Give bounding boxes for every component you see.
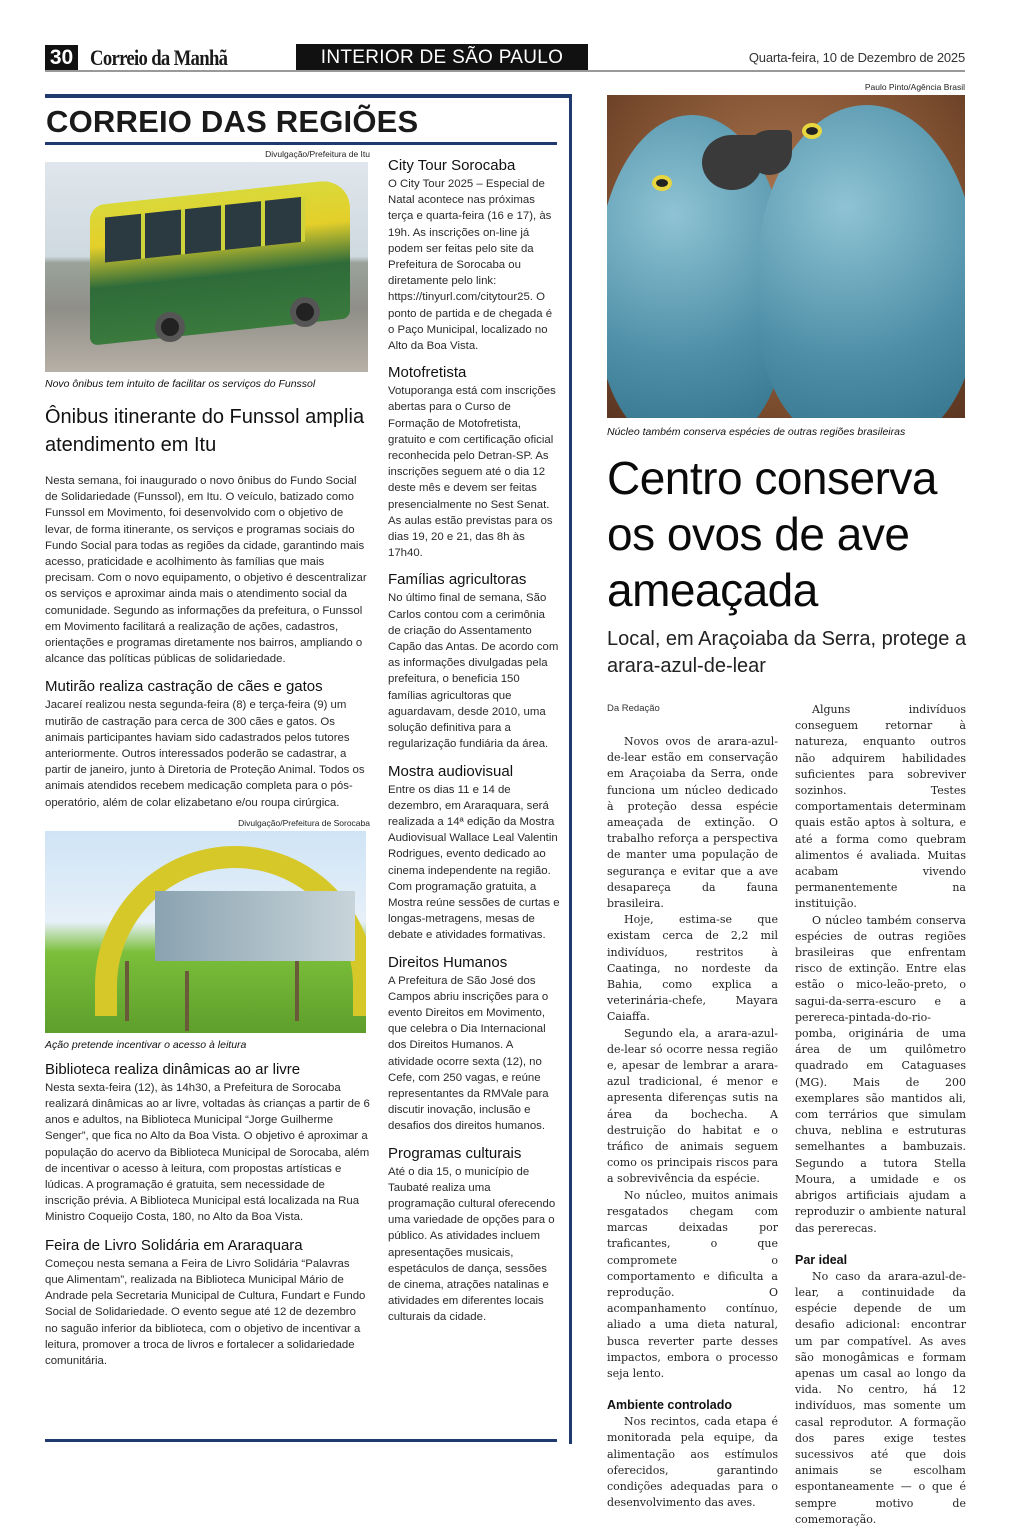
- paragraph: Alguns indivíduos conseguem retornar à natureza, enquanto outros não adquirem habilidades suficientes para sobreviver sozinhos. Testes comportamentais determinam quais estão aptos à soltura, e até a forma como quebram alimentos é avaliada. Muitas acabam vivendo permanentemente na instituição.: [795, 703, 966, 911]
- parrots-photo: [607, 95, 965, 418]
- photo-caption: Ação pretende incentivar o acesso à leitura: [45, 1038, 247, 1051]
- brief-body: A Prefeitura de São José dos Campos abriu inscrições para o evento Direitos em Movimento, que celebra o Dia Internacional dos Direitos Humanos. A atividade ocorre sexta (12), no Cefe, com 250 vagas, e reúne representantes da RMVale para discutir inovação, inclusão e desafios dos direitos humanos.: [388, 974, 549, 1133]
- bus-photo: [45, 162, 368, 372]
- photo-caption: Núcleo também conserva espécies de outras regiões brasileiras: [607, 426, 906, 438]
- photo-credit: Divulgação/Prefeitura de Sorocaba: [238, 817, 370, 828]
- newspaper-logo: Correio da Manhã: [90, 45, 228, 70]
- article-biblioteca: [45, 1060, 370, 1226]
- brief-body: No último final de semana, São Carlos contou com a cerimônia de criação do Assentamento Capão das Antas. De acordo com as informações divulgadas pela prefeitura, o beneficia 150 famílias agricultoras que aguardavam, desde 2010, uma solução definitiva para a regularização fundiária da área.: [388, 592, 559, 751]
- page-number: 30: [45, 45, 78, 71]
- feature-article: [607, 450, 967, 1528]
- issue-date: Quarta-feira, 10 de Dezembro de 2025: [748, 50, 965, 65]
- brief-body: Votuporanga está com inscrições abertas para o Curso de Formação de Motofretista, gratuito e com certificação oficial reconhecida pelo Detran-SP. As inscrições seguem até o dia 12 deste mês e devem ser feitas presencialmente no Sest Senat. As aulas estão previstas para os dias 19, 20 e 21, das 8h às 17h40.: [388, 385, 556, 560]
- article-body: Jacareí realizou nesta segunda-feira (8) e terça-feira (9) um mutirão de castração para cerca de 300 cães e gatos. Os animais participantes haviam sido cadastrados pelos tutores anteriormente. Outros interessados poderão se cadastrar, a partir de janeiro, junto à Diretoria de Proteção Animal. Todos os animais atendidos recebem medicação completa para o pós-operatório, além de colar elizabetano e/ou roupa cirúrgica.: [45, 699, 365, 809]
- brief-title: Mostra audiovisual: [388, 762, 514, 780]
- paragraph: Novos ovos de arara-azul-de-lear estão em conservação em Araçoiaba da Serra, onde funciona um núcleo dedicado à proteção dessa espécie ameaçada de extinção. O trabalho reforça a perspectiva de manter uma população de segurança e evitar que a ave desapareça da fauna brasileira.: [607, 735, 778, 911]
- brief: [388, 570, 560, 752]
- paragraph: No núcleo, muitos animais resgatados chegam com marcas deixadas por traficantes, o que compromete o comportamento e dificulta a reprodução. O acompanhamento contínuo, aliado a uma dieta natural, busca reverter parte desses impactos, embora o processo seja lento.: [607, 1188, 778, 1380]
- left-column: [45, 148, 370, 1369]
- article-body: Nesta semana, foi inaugurado o novo ônibus do Fundo Social de Solidariedade (Funssol), em Itu. O veículo, batizado como Funssol em Movimento, foi desenvolvido com o objetivo de levar, de forma itinerante, os serviços e programas sociais do Fundo Social para todas as regiões da cidade, garantindo mais acesso, praticidade e acolhimento às famílias que mais precisam. Com o novo equipamento, o objetivo é descentralizar os serviços e aproximar ainda mais o atendimento social da comunidade. Segundo as informações da prefeitura, o Funssol em Movimento facilitará a realização de ações, cadastros, orientações e programas diretamente nos bairros, ampliando o alcance das políticas públicas de solidariedade.: [45, 475, 367, 666]
- brief: [388, 156, 560, 354]
- box-border-right: [569, 94, 572, 1444]
- box-border-top: [45, 94, 572, 98]
- article-body: Nesta sexta-feira (12), às 14h30, a Prefeitura de Sorocaba realizará dinâmicas ao ar livre, voltadas às crianças a partir de 6 anos e adultos, na Biblioteca Municipal “Jorge Guilherme Senger”, que fica no Alto da Boa Vista. O objetivo é aproximar a população do acervo da Biblioteca Municipal de Sorocaba, além de incentivar o acesso à leitura, com propostas artísticas e lúdicas. A programação é gratuita, sem necessidade de inscrição prévia. A Biblioteca Municipal está localizada na Rua Ministro Coqueijo Costa, 180, no Alto da Boa Vista.: [45, 1081, 370, 1224]
- brief: [388, 363, 560, 561]
- paragraph: No caso da arara-azul-de-lear, a continuidade da espécie depende de um desafio adicional: encontrar um par compatível. As aves são monogâmicas e formam apenas um casal ao longo da vida. No centro, há 12 indivíduos, mas somente um casal reprodutor. A formação dos pares exige testes sucessivos até que dois animais se escolham espontaneamente — o que é sempre motivo de comemoração.: [795, 1269, 966, 1526]
- feature-columns: [607, 702, 967, 1528]
- article-title: Ônibus itinerante do Funssol amplia atendimento em Itu: [45, 406, 365, 456]
- paragraph: Segundo ela, a arara-azul-de-lear só ocorre nessa região e, apesar de lembrar a arara-azul tradicional, é menor e apresenta diferenças sutis na área da bochecha. A destruição do habitat e o tráfico de animais seguem como os principais riscos para a sobrevivência da espécie.: [607, 1026, 778, 1186]
- article-body: Começou nesta semana a Feira de Livro Solidária “Palavras que Alimentam”, realizada na Biblioteca Municipal Mário de Andrade pela Secretaria Municipal de Cultura, Fundart e Fundo Social de Solidariedade. O evento segue até 12 de dezembro no saguão inferior da biblioteca, com o objetivo de incentivar a leitura, promover a troca de livros e fortalecer a solidariedade comunitária.: [45, 1257, 366, 1367]
- feature-subheadline: Local, em Araçoiaba da Serra, protege a arara-azul-de-lear: [607, 628, 967, 677]
- article-title: Feira de Livro Solidária em Araraquara: [45, 1236, 303, 1254]
- title-underline: [45, 142, 557, 145]
- column-title: CORREIO DAS REGIÕES: [46, 104, 419, 139]
- header-divider: [45, 70, 965, 72]
- article-title: Biblioteca realiza dinâmicas ao ar livre: [45, 1060, 301, 1078]
- photo-caption: Novo ônibus tem intuito de facilitar os serviços do Funssol: [45, 378, 316, 390]
- photo-credit: Divulgação/Prefeitura de Itu: [265, 149, 370, 159]
- brief: [388, 1144, 560, 1326]
- brief-title: Direitos Humanos: [388, 953, 508, 971]
- subhead: Par ideal: [795, 1252, 848, 1267]
- photo-credit: Paulo Pinto/Agência Brasil: [864, 82, 965, 92]
- brief-title: Famílias agricultoras: [388, 571, 527, 589]
- subhead: Ambiente controlado: [607, 1398, 733, 1413]
- brief: [388, 762, 560, 944]
- box-border-bottom: [45, 1439, 557, 1442]
- paragraph: O núcleo também conserva espécies de outras regiões brasileiras que enfrentam risco de extinção. Entre elas estão o mico-leão-preto, o sagui-da-serra-escuro e a perereca-pintada-do-rio-pomba, originária de uma área de um quilômetro quadrado em Cataguases (MG). Mais de 200 exemplares são mantidos ali, com terrários que simulam chuva, neblina e estruturas semelhantes a bambuzais. Segundo a tutora Stella Moura, a umidade e os abrigos artificiais ajudam a reproduzir o ambiente natural das pererecas.: [795, 913, 966, 1235]
- paragraph: Nos recintos, cada etapa é monitorada pela equipe, da alimentação aos estímulos oferecidos, garantindo condições adequadas para o desenvolvimento das aves.: [607, 1415, 778, 1510]
- brief-body: Entre os dias 11 e 14 de dezembro, em Araraquara, será realizada a 14ª edição da Mostra Audiovisual Wallace Leal Valentin Rodrigues, evento dedicado ao cinema independente na região. Com programação gratuita, a Mostra reúne sessões de curtas e longas-metragens, mesas de debate e atividades formativas.: [388, 783, 560, 942]
- brief: [388, 953, 560, 1135]
- article-feira: [45, 1236, 370, 1369]
- brief-title: City Tour Sorocaba: [388, 157, 516, 174]
- feature-column-2: [795, 702, 966, 1528]
- briefs-column: [388, 156, 560, 1326]
- library-photo: [45, 831, 366, 1033]
- feature-headline: Centro conserva os ovos de ave ameaçada: [607, 452, 937, 616]
- brief-title: Programas culturais: [388, 1144, 522, 1162]
- brief-body: O City Tour 2025 – Especial de Natal acontece nas próximas terça e quarta-feira (16 e 17), às 19h. As inscrições on-line já podem ser feitas pelo site da Prefeitura de Sorocaba ou diretamente pelo link: https://tinyurl.com/citytour25. O ponto de partida e de chegada é o Paço Municipal, localizado no Alto da Boa Vista.: [388, 178, 553, 353]
- lead-article: [45, 403, 370, 667]
- brief-body: Até o dia 15, o município de Taubaté realiza uma programação cultural oferecendo uma variedade de opções para o público. As atividades incluem apresentações musicais, espetáculos de dança, sessões de cinema, atrações natalinas e atividades em diferentes locais culturais da cidade.: [388, 1165, 556, 1324]
- article-title: Mutirão realiza castração de cães e gatos: [45, 678, 323, 696]
- byline: Da Redação: [607, 703, 660, 714]
- section-title: INTERIOR DE SÃO PAULO: [296, 44, 588, 71]
- brief-title: Motofretista: [388, 364, 467, 382]
- feature-column-1: [607, 702, 778, 1528]
- article-mutirao: [45, 677, 370, 810]
- paragraph: Hoje, estima-se que existam cerca de 2,2 mil indivíduos, restritos à Caatinga, no nordeste da Bahia, como explica a veterinária-chefe, Mayara Caiaffa.: [607, 913, 778, 1024]
